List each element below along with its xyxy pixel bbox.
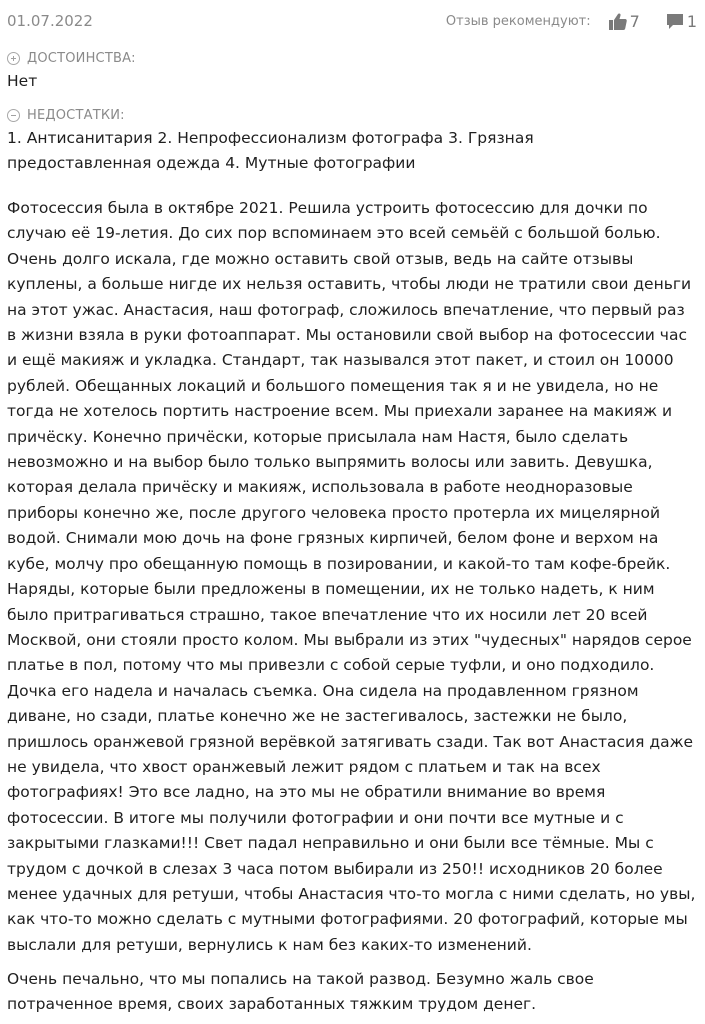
minus-circle-icon — [7, 109, 20, 122]
review-date: 01.07.2022 — [7, 12, 93, 30]
recommend-bar — [446, 10, 697, 32]
recommend-label: Отзыв рекомендуют: — [445, 13, 591, 29]
thumbs-up-icon — [609, 13, 627, 30]
cons-label: НЕДОСТАТКИ: — [27, 107, 125, 123]
pros-label: ДОСТОИНСТВА: — [27, 50, 136, 66]
review-header — [7, 10, 697, 32]
likes-count: 7 — [629, 11, 640, 31]
cons-heading — [7, 106, 125, 124]
pros-text: Нет — [7, 72, 38, 90]
like-button[interactable] — [609, 12, 640, 31]
comments-count: 1 — [686, 11, 697, 31]
plus-circle-icon — [7, 52, 20, 65]
review-conclusion: Очень печально, что мы попались на такой развод. Безумно жаль свое потраченное время, своих заработанных тяжким трудом денег. — [7, 970, 594, 1014]
cons-text: 1. Антисанитария 2. Непрофессионализм фотографа 3. Грязная предоставленная одежда 4. Мутные фотографии — [7, 129, 534, 172]
pros-heading — [7, 49, 136, 67]
comment-icon — [666, 13, 684, 30]
comments-button[interactable] — [666, 12, 697, 31]
review-body: Фотосессия была в октябре 2021. Решила устроить фотосессию для дочки по случаю её 19-летия. До сих пор вспоминаем это всей семьёй с большой болью. Очень долго искала, где можно оставить свой отзыв, ведь на сайте отзывы куплены, а больше нигде их нельзя оставить, чтобы люди не тратили свои деньги на этот ужас. Анастасия, наш фотограф, сложилось впечатление, что первый раз в жизни взяла в руки фотоаппарат. Мы остановили свой выбор на фотосессии час и ещё макияж и укладка. Стандарт, так назывался этот пакет, и стоил он 10000 рублей. Обещанных локаций и большого помещения так я и не увидела, но не тогда не хотелось портить настроение всем. Мы приехали заранее на макияж и причёску. Конечно причёски, которые присылала нам Настя, было сделать невозможно и на выбор было только выпрямить волосы или завить. Девушка, которая делала причёску и макияж, использовала в работе неодноразовые приборы конечно же, после другого человека просто протерла их мицелярной водой. Снимали мою дочь на фоне грязных кирпичей, белом фоне и верхом на кубе, молчу про обещанную помощь в позировании, и какой-то там кофе-брейк. Наряды, которые были предложены в помещении, их не только надеть, к ним было притрагиваться страшно, такое впечатление что их носили лет 20 всей Москвой, они стояли просто колом. Мы выбрали из этих "чудесных" нарядов серое платье в пол, потому что мы привезли с собой серые туфли, и оно подходило. Дочка его надела и началась съемка. Она сидела на продавленном грязном диване, но сзади, платье конечно же не застегивалось, застежки не было, пришлось оранжевой грязной верёвкой затягивать сзади. Так вот Анастасия даже не увидела, что хвост оранжевый лежит рядом с платьем и так на всех фотографиях! Это все ладно, на это мы не обратили внимание во время фотосессии. В итоге мы получили фотографии и они почти все мутные и с закрытыми глазками!!! Свет падал неправильно и они были все тёмные. Мы с трудом с дочкой в слезах 3 часа потом выбирали из 250!! исходников 20 более менее удачных для ретуши, чтобы Анастасия что-то могла с ними сделать, но увы, как что-то можно сделать с мутными фотографиями. 20 фотографий, которые мы выслали для ретуши, вернулись к нам без каких-то изменений. — [7, 199, 696, 954]
